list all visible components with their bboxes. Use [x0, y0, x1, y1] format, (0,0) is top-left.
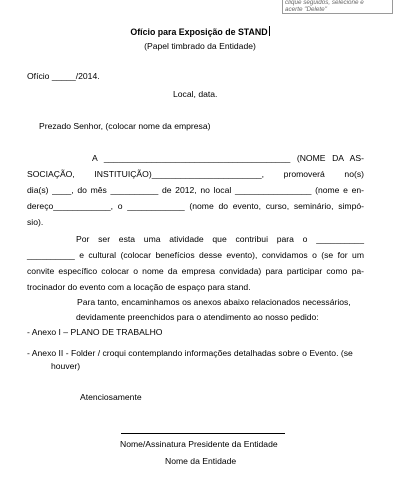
paragraph-line: devidamente preenchidos para o atendimento ao nosso pedido: [76, 312, 319, 322]
local-date: Local, data. [173, 89, 218, 99]
hint-tooltip [282, 0, 393, 14]
paragraph-line: dereço____________, o ____________ (nome do evento, curso, seminário, simpó- [27, 201, 364, 211]
text-cursor [269, 26, 270, 36]
attachment-item-continuation: houver) [51, 361, 81, 371]
hint-tooltip-line-1: clique seguidos, selecione e [285, 0, 364, 6]
salutation: Prezado Senhor, (colocar nome da empresa) [39, 121, 211, 131]
closing: Atenciosamente [80, 392, 142, 402]
paragraph-line: dia(s) ____, do mês __________ de 2012, no local ________________ (nome e en- [27, 185, 364, 195]
document-title-text: Ofício para Exposição de STAND [130, 27, 268, 37]
paragraph-line: trocinador do evento com a locação de espaço para stand. [27, 282, 251, 292]
oficio-number: Ofício _____/2014. [27, 71, 100, 81]
attachment-item: - Anexo I – PLANO DE TRABALHO [27, 327, 163, 337]
paragraph-line: SOCIAÇÃO, INSTITUIÇÃO)_______________________, promoverá no(s) [27, 169, 364, 179]
paragraph-line: sio). [27, 217, 44, 227]
document-subtitle: (Papel timbrado da Entidade) [144, 41, 256, 51]
signature-name: Nome/Assinatura Presidente da Entidade [120, 439, 278, 449]
paragraph-line: Por ser esta uma atividade que contribui para o __________ [76, 234, 364, 244]
paragraph-line: __________ e cultural (colocar benefícios desse evento), convidamos o (se for um [27, 250, 364, 260]
paragraph-line: convite específico colocar o nome da empresa convidada) para participar como pa- [27, 266, 364, 276]
paragraph-line: Para tanto, encaminhamos os anexos abaixo relacionados necessários, [77, 297, 351, 307]
attachment-item: - Anexo II - Folder / croqui contemplando informações detalhadas sobre o Evento. (se [27, 348, 353, 358]
signature-line [121, 433, 285, 434]
signature-entity: Nome da Entidade [165, 456, 237, 466]
hint-tooltip-line-2: acerte "Delete" [285, 5, 327, 13]
paragraph-line: A _______________________________________ (NOME DA AS- [92, 153, 364, 163]
document-title[interactable] [0, 26, 400, 37]
